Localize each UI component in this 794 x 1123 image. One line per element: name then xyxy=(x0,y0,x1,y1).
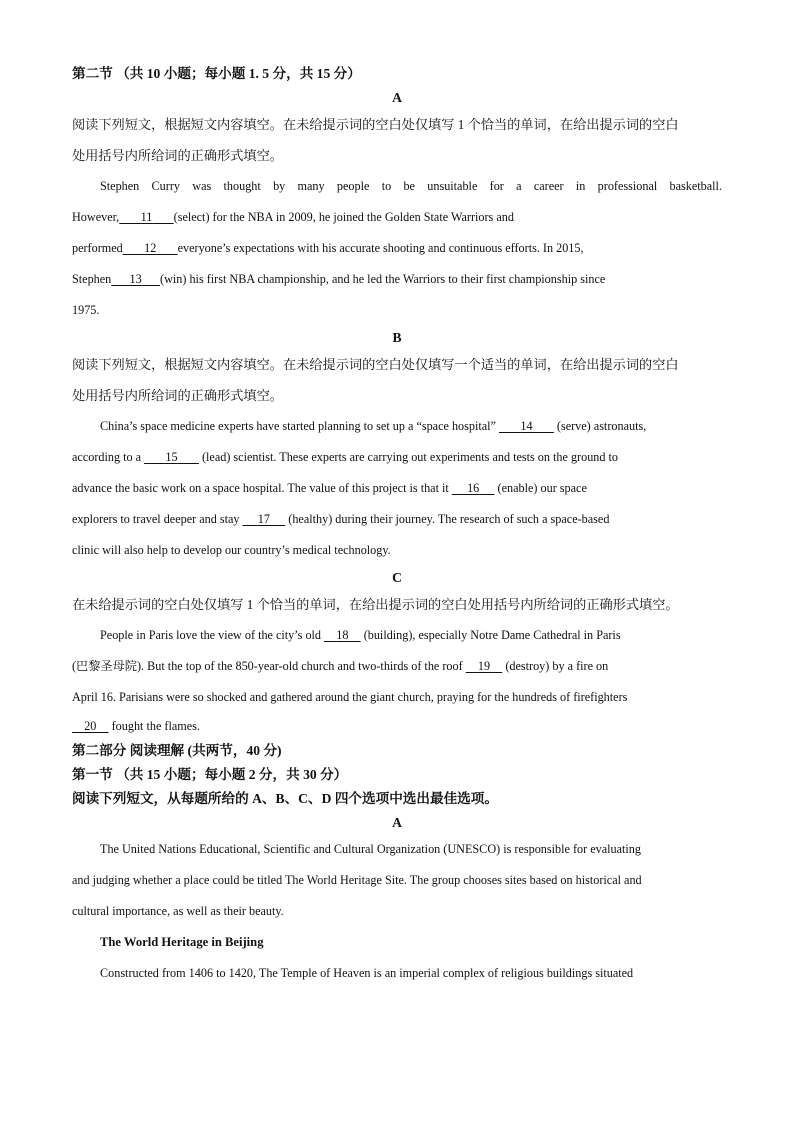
passage-a-instruction-1: 阅读下列短文，根据短文内容填空。在未给提示词的空白处仅填写 1 个恰当的单词，在给出提示词的空白 xyxy=(72,117,679,132)
reading-a-para-2: and judging whether a place could be titled The World Heritage Site. The group chooses sites based on historical and xyxy=(72,873,642,887)
page xyxy=(72,62,722,989)
part-2-instruction: 阅读下列短文，从每题所给的 A、B、C、D 四个选项中选出最佳选项。 xyxy=(72,791,498,806)
passage-c-line-1: People in Paris love the view of the city’s old 18 (building), especially Notre Dame Cathedral in Paris xyxy=(100,628,621,642)
passage-b-instruction-1: 阅读下列短文，根据短文内容填空。在未给提示词的空白处仅填写一个适当的单词，在给出提示词的空白 xyxy=(72,357,679,372)
passage-b-line-3: advance the basic work on a space hospital. The value of this project is that it 16 (enable) our space xyxy=(72,481,587,495)
passage-c-heading: C xyxy=(392,570,402,585)
blank-15[interactable]: 15 xyxy=(165,450,178,464)
passage-b-heading: B xyxy=(392,330,402,345)
reading-a-para-1: The United Nations Educational, Scientific and Cultural Organization (UNESCO) is responsible for evaluating xyxy=(100,842,641,856)
passage-c-instruction: 在未给提示词的空白处仅填写 1 个恰当的单词，在给出提示词的空白处用括号内所给词的正确形式填空。 xyxy=(72,597,679,612)
reading-a-subheading: The World Heritage in Beijing xyxy=(100,935,264,949)
blank-11[interactable]: 11 xyxy=(140,210,153,224)
section-2-title: 第二节 （共 10 小题；每小题 1. 5 分，共 15 分） xyxy=(72,66,361,81)
passage-b-line-5: clinic will also help to develop our country’s medical technology. xyxy=(72,543,391,557)
blank-13[interactable]: 13 xyxy=(129,272,142,286)
passage-a-instruction-2: 处用括号内所给词的正确形式填空。 xyxy=(72,148,283,163)
passage-a-line-5: 1975. xyxy=(72,303,100,317)
passage-a-line-4: Stephen 13 (win) his first NBA championship, and he led the Warriors to their first championship since xyxy=(72,272,606,286)
part-2-section-1-title: 第一节 （共 15 小题；每小题 2 分，共 30 分） xyxy=(72,767,348,782)
passage-b-instruction-2: 处用括号内所给词的正确形式填空。 xyxy=(72,388,283,403)
blank-18[interactable]: 18 xyxy=(336,628,349,642)
reading-a-heading: A xyxy=(392,815,402,830)
passage-c-line-3: April 16. Parisians were so shocked and gathered around the giant church, praying for the hundreds of firefighters xyxy=(72,690,628,704)
passage-a-line-3: performed 12 everyone’s expectations with his accurate shooting and continuous efforts. In 2015, xyxy=(72,241,584,255)
passage-b-line-4: explorers to travel deeper and stay 17 (healthy) during their journey. The research of such a space-based xyxy=(72,512,610,526)
blank-16[interactable]: 16 xyxy=(467,481,480,495)
blank-14[interactable]: 14 xyxy=(520,419,533,433)
passage-b-line-2: according to a 15 (lead) scientist. These experts are carrying out experiments and tests on the ground to xyxy=(72,450,619,464)
blank-19[interactable]: 19 xyxy=(477,659,491,673)
part-2-title: 第二部分 阅读理解 (共两节，40 分) xyxy=(72,743,282,758)
passage-c-line-2: (巴黎圣母院). But the top of the 850-year-old church and two-thirds of the roof 19 (destroy) by a fire on xyxy=(72,659,609,673)
reading-a-para-3: cultural importance, as well as their beauty. xyxy=(72,904,284,918)
passage-a-heading: A xyxy=(392,90,402,105)
passage-c-line-4: 20 fought the flames. xyxy=(84,719,200,733)
blank-17[interactable]: 17 xyxy=(257,512,270,526)
passage-b-line-1: China’s space medicine experts have started planning to set up a “space hospital” 14 (serve) astronauts, xyxy=(100,419,647,433)
reading-a-para-4: Constructed from 1406 to 1420, The Temple of Heaven is an imperial complex of religious buildings situated xyxy=(100,966,634,980)
passage-a-line-1: Stephen Curry was thought by many people to be unsuitable for a career in professional basketball. xyxy=(100,179,722,193)
blank-12[interactable]: 12 xyxy=(144,241,157,255)
passage-a-line-2: However, 11 (select) for the NBA in 2009, he joined the Golden State Warriors and xyxy=(72,210,514,224)
blank-20[interactable]: 20 xyxy=(84,719,97,733)
